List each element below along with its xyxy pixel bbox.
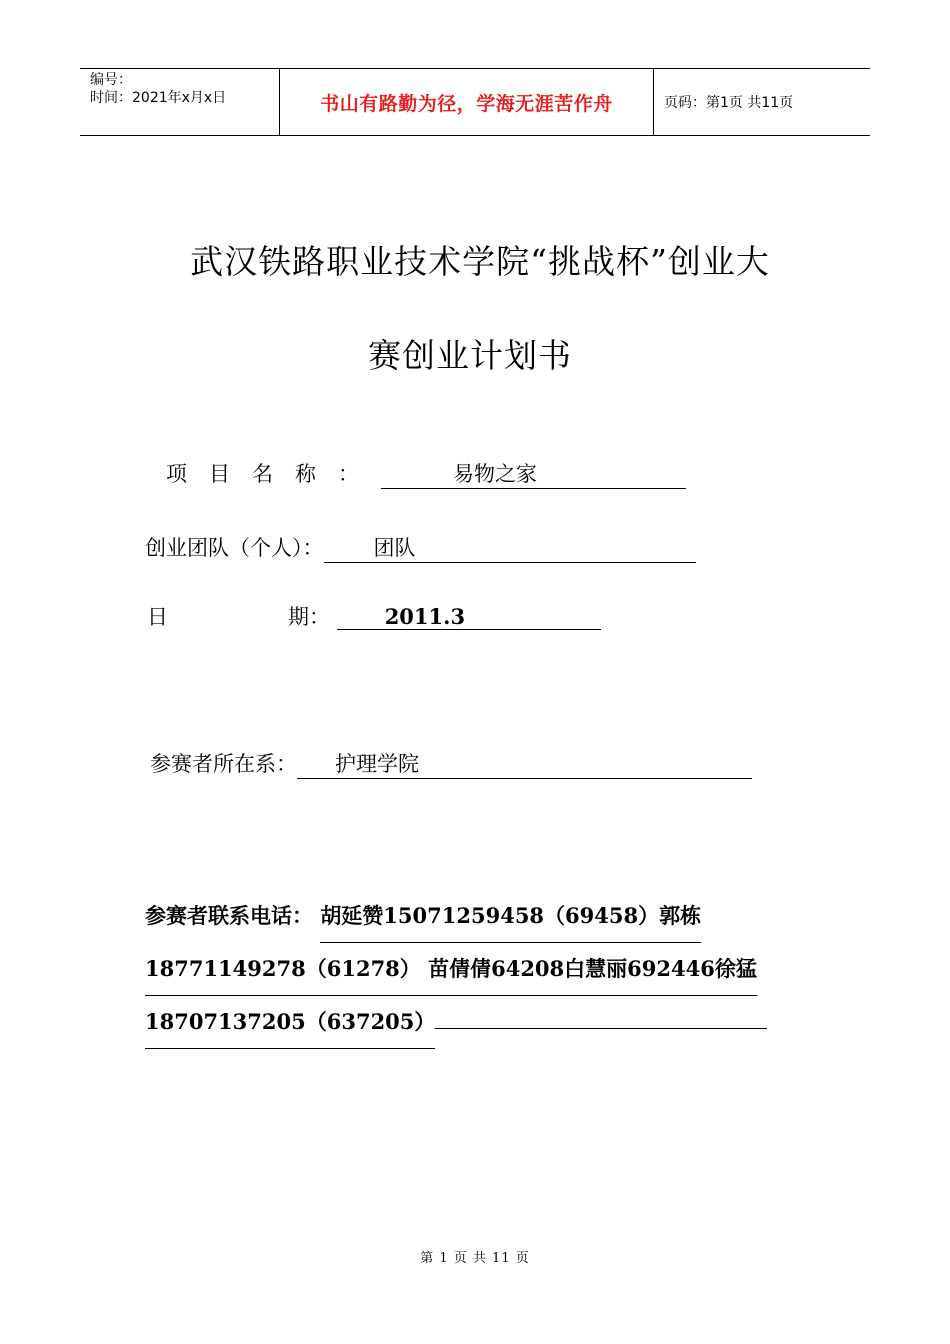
project-name-label: 项目名称： [166,462,381,486]
team-row [145,532,696,563]
header-meta-cell [80,69,280,135]
team-value: 团队 [324,532,696,563]
header-page-cell [654,69,870,135]
page-info: 页码：第1页 共11页 [664,95,794,111]
number-label: 编号： [90,72,132,88]
contact-value-1: 胡延赞15071259458（69458）郭栋 [320,890,701,943]
department-row [150,748,752,779]
document-title-line2: 赛创业计划书 [368,336,572,375]
header-motto-cell [280,69,654,135]
contact-value-3: 18707137205（637205） [145,996,435,1049]
contact-line-1 [145,890,745,943]
date-value: 2011.3 [337,604,601,630]
department-value: 护理学院 [297,748,752,779]
contact-line-2 [145,943,757,996]
document-title-line1: 武汉铁路职业技术学院“挑战杯”创业大 [190,242,770,281]
page-footer: 第 1 页 共 11 页 [420,1251,530,1266]
motto-text: 书山有路勤为径，学海无涯苦作舟 [320,92,613,115]
date-label-first: 日 [147,605,168,629]
project-name-value: 易物之家 [381,458,686,489]
date-row [147,601,601,631]
contact-value-2: 18771149278（61278） 苗倩倩64208白慧丽692446徐猛 [145,943,757,996]
department-label: 参赛者所在系： [150,752,297,776]
team-label: 创业团队（个人）： [145,536,324,560]
contact-underline-tail [435,1008,767,1029]
contact-label: 参赛者联系电话： [145,903,313,928]
project-name-row [166,458,686,489]
date-label-second: 期： [288,605,330,629]
time-label: 时间：2021年x月x日 [90,90,227,106]
header-table [80,68,870,136]
contact-block [145,890,757,1049]
contact-line-3 [145,996,745,1049]
